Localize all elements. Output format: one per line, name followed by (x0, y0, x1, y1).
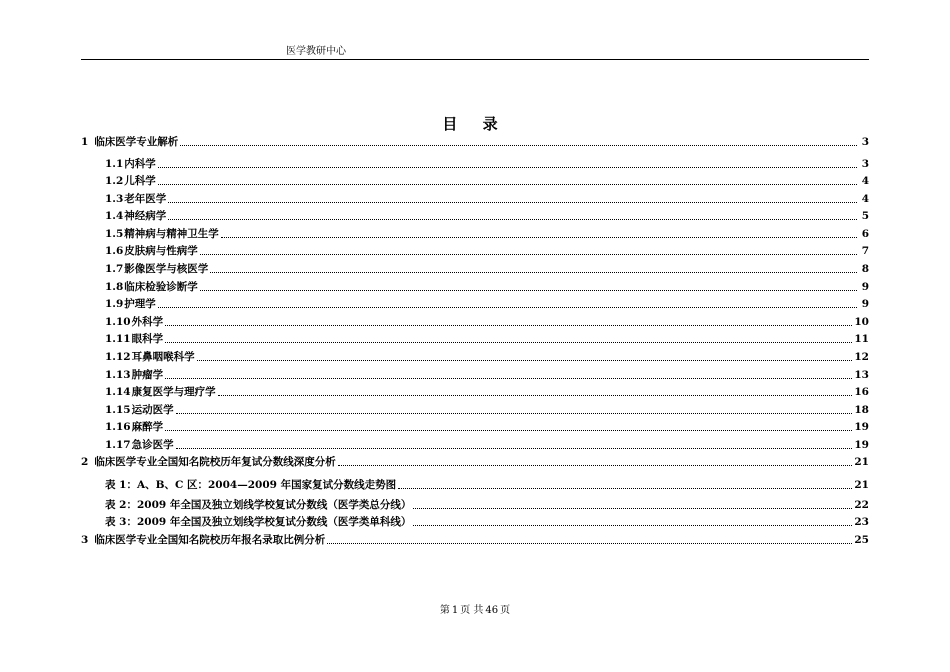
toc-entry-page: 3 (861, 158, 869, 170)
toc-entry-label: 护理学 (124, 298, 156, 310)
toc-entry-number: 1.1 (105, 158, 124, 170)
toc-entry-label: 皮肤病与性病学 (124, 245, 198, 257)
toc-entry[interactable] (81, 262, 869, 276)
toc-entry-number: 1 (81, 136, 89, 148)
dot-leader (165, 342, 852, 343)
toc-entry-number: 1.10 (105, 316, 131, 328)
dot-leader (176, 413, 853, 414)
toc-entry[interactable] (81, 403, 869, 417)
toc-entry-page: 21 (854, 456, 869, 468)
toc-entry-page: 9 (861, 298, 869, 310)
toc-entry-page: 16 (854, 386, 869, 398)
dot-leader (158, 307, 857, 308)
toc-entry-page: 6 (861, 228, 869, 240)
dot-leader (165, 430, 852, 431)
footer-total-pages: 46 (485, 605, 499, 616)
toc-entry-number: 1.6 (105, 245, 124, 257)
toc-entry-number: 2 (81, 456, 89, 468)
toc-entry-label: 眼科学 (131, 333, 164, 345)
dot-leader (398, 488, 852, 489)
footer-prefix: 第 (439, 605, 450, 616)
dot-leader (210, 272, 857, 273)
toc-entry-label: 临床检验诊断学 (124, 281, 198, 293)
toc-entry[interactable] (81, 420, 869, 434)
toc-entry-number: 1.15 (105, 404, 131, 416)
dot-leader (218, 395, 853, 396)
dot-leader (158, 184, 857, 185)
toc-entry-page: 19 (854, 421, 869, 433)
toc-entry-label: 老年医学 (124, 193, 167, 205)
toc-entry-label: 神经病学 (124, 210, 167, 222)
toc-entry-page: 9 (861, 281, 869, 293)
toc-entry-label: 临床医学专业全国知名院校历年复试分数线深度分析 (94, 456, 336, 468)
toc-entry-page: 18 (854, 404, 869, 416)
toc-entry[interactable] (81, 438, 869, 452)
footer-middle: 页 共 (460, 605, 484, 616)
toc-entry[interactable] (81, 135, 869, 149)
toc-entry-page: 3 (861, 136, 869, 148)
toc-entry-label: 儿科学 (124, 175, 156, 187)
toc-entry[interactable] (81, 315, 869, 329)
toc-entry[interactable] (81, 478, 869, 492)
dot-leader (221, 237, 857, 238)
toc-entry[interactable] (81, 244, 869, 258)
toc-entry-page: 11 (854, 333, 869, 345)
toc-entry[interactable] (81, 368, 869, 382)
toc-title: 目 录 (442, 115, 508, 133)
toc-entry-number: 1.7 (105, 263, 124, 275)
toc-entry-label: 临床医学专业解析 (94, 136, 179, 148)
toc-entry-number: 1.3 (105, 193, 124, 205)
dot-leader (197, 360, 853, 361)
page-footer (0, 605, 950, 617)
toc-entry-label: 表 2：2009 年全国及独立划线学校复试分数线（医学类总分线） (105, 499, 412, 511)
dot-leader (327, 543, 852, 544)
toc-entry-label: 外科学 (131, 316, 164, 328)
toc-entry-page: 21 (854, 479, 869, 491)
toc-entry-page: 13 (854, 369, 869, 381)
toc-entry[interactable] (81, 332, 869, 346)
toc-entry-number: 1.14 (105, 386, 131, 398)
toc-entry-label: 表 1：A、B、C 区：2004—2009 年国家复试分数线走势图 (105, 479, 397, 491)
dot-leader (165, 378, 852, 379)
toc-entry-number: 1.16 (105, 421, 131, 433)
toc-entry[interactable] (81, 498, 869, 512)
toc-entry-label: 耳鼻咽喉科学 (131, 351, 195, 363)
toc-entry-number: 1.9 (105, 298, 124, 310)
toc-entry[interactable] (81, 297, 869, 311)
dot-leader (165, 325, 852, 326)
dot-leader (338, 465, 853, 466)
toc-entry[interactable] (81, 385, 869, 399)
toc-entry-label: 内科学 (124, 158, 156, 170)
toc-entry-number: 1.8 (105, 281, 124, 293)
dot-leader (176, 448, 853, 449)
dot-leader (180, 145, 857, 146)
toc-entry-label: 表 3：2009 年全国及独立划线学校复试分数线（医学类单科线） (105, 516, 412, 528)
footer-current-page: 1 (451, 605, 459, 616)
toc-entry[interactable] (81, 350, 869, 364)
toc-entry[interactable] (81, 280, 869, 294)
toc-entry[interactable] (81, 174, 869, 188)
toc-entry-number: 3 (81, 534, 89, 546)
toc-entry-label: 麻醉学 (131, 421, 164, 433)
toc-entry-number: 1.11 (105, 333, 131, 345)
toc-entry[interactable] (81, 192, 869, 206)
toc-entry[interactable] (81, 209, 869, 223)
toc-entry-page: 7 (861, 245, 869, 257)
toc-entry-label: 急诊医学 (131, 439, 174, 451)
toc-entry-label: 运动医学 (131, 404, 174, 416)
toc-entry-page: 23 (854, 516, 869, 528)
toc-entry-page: 4 (861, 193, 869, 205)
toc-entry-label: 精神病与精神卫生学 (124, 228, 219, 240)
toc-entry-page: 25 (854, 534, 869, 546)
toc-entry-page: 22 (854, 499, 869, 511)
toc-entry-number: 1.5 (105, 228, 124, 240)
toc-entry-label: 影像医学与核医学 (124, 263, 209, 275)
toc-entry-label: 临床医学专业全国知名院校历年报名录取比例分析 (94, 534, 326, 546)
page-header (81, 46, 869, 60)
toc-entry[interactable] (81, 227, 869, 241)
toc-entry[interactable] (81, 515, 869, 529)
dot-leader (413, 525, 852, 526)
dot-leader (413, 508, 852, 509)
toc-entry-page: 4 (861, 175, 869, 187)
dot-leader (168, 202, 857, 203)
dot-leader (200, 290, 857, 291)
dot-leader (200, 254, 857, 255)
toc-entry-page: 19 (854, 439, 869, 451)
footer-suffix: 页 (500, 605, 511, 616)
toc-entry-page: 12 (854, 351, 869, 363)
toc-entry-number: 1.17 (105, 439, 131, 451)
toc-entry-page: 5 (861, 210, 869, 222)
toc-entry-page: 10 (854, 316, 869, 328)
toc-entry-number: 1.13 (105, 369, 131, 381)
toc-entry-number: 1.2 (105, 175, 124, 187)
dot-leader (158, 167, 857, 168)
toc-entry-label: 康复医学与理疗学 (131, 386, 216, 398)
dot-leader (168, 219, 857, 220)
header-text: 医学教研中心 (286, 46, 346, 57)
toc-entry-number: 1.4 (105, 210, 124, 222)
toc-entry-label: 肿瘤学 (131, 369, 164, 381)
toc-entry[interactable] (81, 157, 869, 171)
toc-entry-page: 8 (861, 263, 869, 275)
toc-entry-number: 1.12 (105, 351, 131, 363)
toc-entry[interactable] (81, 455, 869, 469)
toc-entry[interactable] (81, 533, 869, 547)
